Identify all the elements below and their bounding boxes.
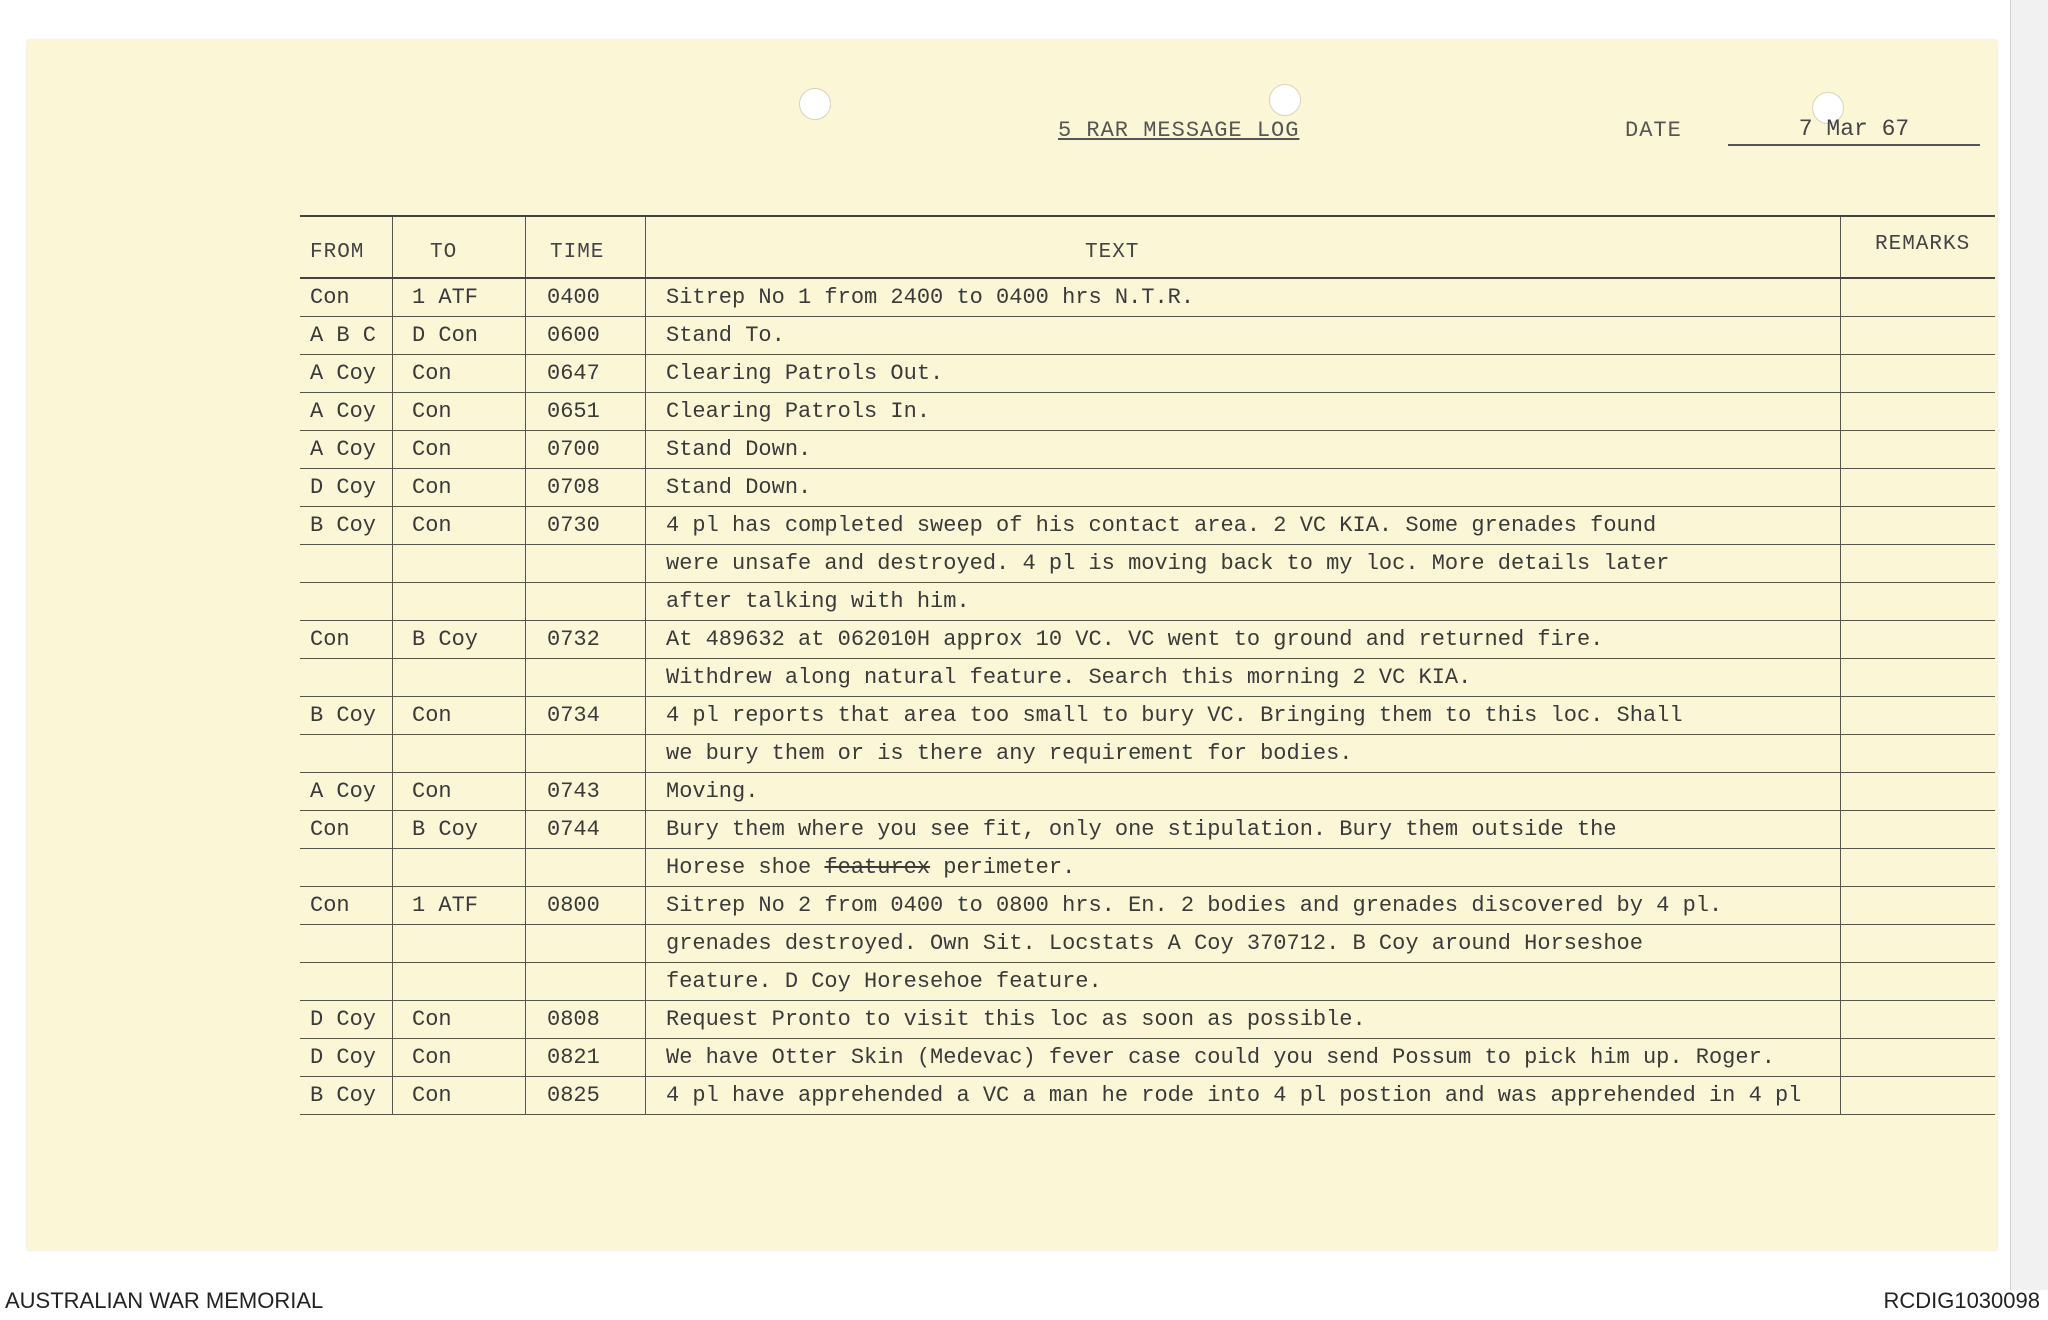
cell-time: 0400 xyxy=(547,285,600,310)
cell-from: A Coy xyxy=(310,779,377,804)
cell-to: 1 ATF xyxy=(412,893,479,918)
cell-to: B Coy xyxy=(412,817,479,842)
cell-from: B Coy xyxy=(310,1083,377,1108)
table-row xyxy=(300,507,1995,545)
cell-time: 0647 xyxy=(547,361,600,386)
cell-text: 4 pl reports that area too small to bury VC. Bringing them to this loc. Shall xyxy=(666,703,1683,728)
cell-from: D Coy xyxy=(310,475,377,500)
table-row xyxy=(300,1039,1995,1077)
struck-text: featurex xyxy=(824,855,931,880)
cell-from: B Coy xyxy=(310,703,377,728)
cell-to: B Coy xyxy=(412,627,479,652)
cell-text: grenades destroyed. Own Sit. Locstats A Coy 370712. B Coy around Horseshoe xyxy=(666,931,1643,956)
cell-from: A Coy xyxy=(310,361,377,386)
punch-hole xyxy=(799,88,831,120)
table-row xyxy=(300,279,1995,317)
header-from: FROM xyxy=(310,241,365,264)
table-row xyxy=(300,545,1995,583)
cell-to: Con xyxy=(412,1083,452,1108)
table-header xyxy=(300,215,1995,279)
table-row xyxy=(300,697,1995,735)
cell-to: Con xyxy=(412,513,452,538)
cell-from: A Coy xyxy=(310,437,377,462)
cell-text: Clearing Patrols In. xyxy=(666,399,931,424)
cell-text: Clearing Patrols Out. xyxy=(666,361,944,386)
cell-from: Con xyxy=(310,817,350,842)
date-label: DATE xyxy=(1625,118,1682,143)
text-part: perimeter. xyxy=(930,855,1076,880)
cell-text: were unsafe and destroyed. 4 pl is moving back to my loc. More details later xyxy=(666,551,1670,576)
cell-time: 0708 xyxy=(547,475,600,500)
cell-text: Stand Down. xyxy=(666,437,812,462)
header-text: TEXT xyxy=(1085,241,1140,264)
cell-text: Stand Down. xyxy=(666,475,812,500)
cell-from: D Coy xyxy=(310,1007,377,1032)
table-row xyxy=(300,1077,1995,1115)
cell-text: Request Pronto to visit this loc as soon as possible. xyxy=(666,1007,1366,1032)
table-row xyxy=(300,431,1995,469)
table-row xyxy=(300,355,1995,393)
punch-hole xyxy=(1269,84,1301,116)
cell-text: 4 pl have apprehended a VC a man he rode into 4 pl postion and was apprehended in 4 pl xyxy=(666,1083,1802,1108)
cell-time: 0821 xyxy=(547,1045,600,1070)
cell-time: 0732 xyxy=(547,627,600,652)
header-to: TO xyxy=(430,241,458,264)
table-row xyxy=(300,735,1995,773)
cell-time: 0600 xyxy=(547,323,600,348)
cell-to: Con xyxy=(412,437,452,462)
message-log-table xyxy=(300,215,1995,1115)
table-row xyxy=(300,773,1995,811)
header-remarks: REMARKS xyxy=(1875,233,1971,256)
table-row xyxy=(300,1001,1995,1039)
cell-from: A B C xyxy=(310,323,377,348)
log-title: 5 RAR MESSAGE LOG xyxy=(1058,118,1300,143)
cell-to: Con xyxy=(412,399,452,424)
cell-to: Con xyxy=(412,1007,452,1032)
table-row xyxy=(300,583,1995,621)
cell-from: A Coy xyxy=(310,399,377,424)
cell-text: feature. D Coy Horesehoe feature. xyxy=(666,969,1102,994)
cell-from: Con xyxy=(310,627,350,652)
cell-time: 0800 xyxy=(547,893,600,918)
cell-from: B Coy xyxy=(310,513,377,538)
cell-text xyxy=(666,855,1075,880)
cell-text: At 489632 at 062010H approx 10 VC. VC went to ground and returned fire. xyxy=(666,627,1604,652)
cell-to: Con xyxy=(412,361,452,386)
table-row xyxy=(300,963,1995,1001)
cell-time: 0651 xyxy=(547,399,600,424)
cell-text: Bury them where you see fit, only one stipulation. Bury them outside the xyxy=(666,817,1617,842)
cell-to: Con xyxy=(412,1045,452,1070)
cell-text: after talking with him. xyxy=(666,589,970,614)
table-row xyxy=(300,621,1995,659)
cell-from: Con xyxy=(310,893,350,918)
table-row xyxy=(300,393,1995,431)
cell-to: 1 ATF xyxy=(412,285,479,310)
cell-text: Withdrew along natural feature. Search this morning 2 VC KIA. xyxy=(666,665,1472,690)
table-row xyxy=(300,925,1995,963)
cell-time: 0808 xyxy=(547,1007,600,1032)
page-edge xyxy=(2010,0,2048,1290)
cell-to: D Con xyxy=(412,323,479,348)
table-body xyxy=(300,279,1995,1115)
cell-time: 0744 xyxy=(547,817,600,842)
cell-time: 0825 xyxy=(547,1083,600,1108)
cell-text: Stand To. xyxy=(666,323,785,348)
cell-to: Con xyxy=(412,779,452,804)
footer-institution: AUSTRALIAN WAR MEMORIAL xyxy=(5,1288,324,1313)
cell-to: Con xyxy=(412,475,452,500)
footer-reference: RCDIG1030098 xyxy=(1883,1288,2040,1313)
cell-time: 0730 xyxy=(547,513,600,538)
cell-text: Moving. xyxy=(666,779,759,804)
table-row xyxy=(300,469,1995,507)
cell-text: Sitrep No 1 from 2400 to 0400 hrs N.T.R. xyxy=(666,285,1195,310)
table-row xyxy=(300,659,1995,697)
cell-text: Sitrep No 2 from 0400 to 0800 hrs. En. 2 bodies and grenades discovered by 4 pl. xyxy=(666,893,1723,918)
cell-time: 0700 xyxy=(547,437,600,462)
text-part: Horese shoe xyxy=(666,855,825,880)
table-row xyxy=(300,887,1995,925)
header-time: TIME xyxy=(550,241,605,264)
cell-from: Con xyxy=(310,285,350,310)
table-row xyxy=(300,811,1995,849)
cell-text: We have Otter Skin (Medevac) fever case could you send Possum to pick him up. Roger. xyxy=(666,1045,1775,1070)
table-row xyxy=(300,317,1995,355)
cell-time: 0743 xyxy=(547,779,600,804)
table-row xyxy=(300,849,1995,887)
cell-time: 0734 xyxy=(547,703,600,728)
cell-to: Con xyxy=(412,703,452,728)
date-value: 7 Mar 67 xyxy=(1728,116,1980,146)
cell-from: D Coy xyxy=(310,1045,377,1070)
cell-text: we bury them or is there any requirement for bodies. xyxy=(666,741,1353,766)
cell-text: 4 pl has completed sweep of his contact area. 2 VC KIA. Some grenades found xyxy=(666,513,1657,538)
